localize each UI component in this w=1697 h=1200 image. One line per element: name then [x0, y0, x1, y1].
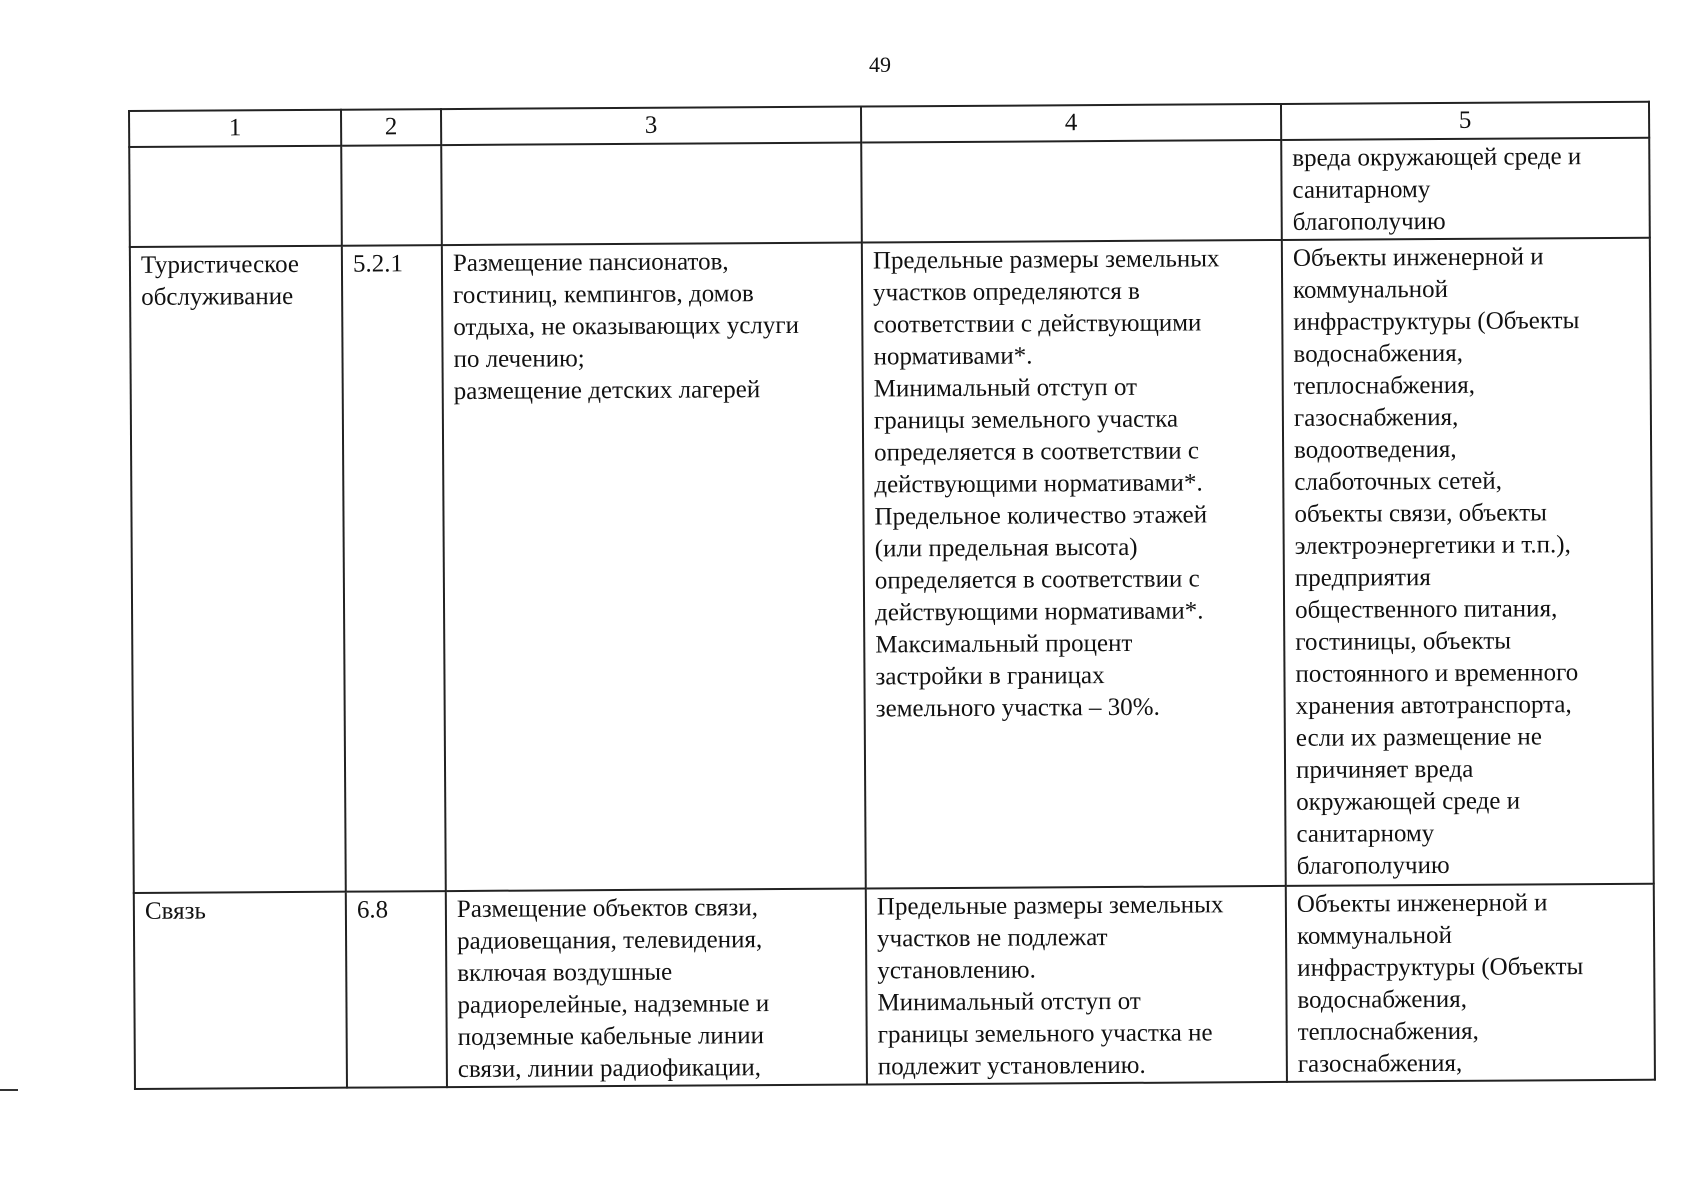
cell-text-line: Объекты инженерной и: [1296, 889, 1548, 918]
cell-text-line: санитарному: [1296, 820, 1435, 848]
column-header-4: 4: [861, 104, 1281, 143]
column-header-3: 3: [441, 107, 861, 146]
cell-use-name: [134, 892, 347, 1089]
cell-auxiliary-uses: [1281, 138, 1650, 240]
cell-text-line: окружающей среде и: [1296, 787, 1521, 816]
cell-text-line: слаботочных сетей,: [1294, 467, 1503, 496]
cell-text-line: если их размещение не: [1295, 723, 1542, 752]
cell-text-line: отдыха, не оказывающих услуги: [453, 311, 800, 342]
cell-text-line: теплоснабжения,: [1297, 1017, 1479, 1046]
cell-text-line: водоснабжения,: [1297, 985, 1468, 1014]
cell-text-line: действующими нормативами*.: [874, 469, 1203, 499]
page-number: 49: [869, 52, 891, 77]
cell-text-line: общественного питания,: [1294, 595, 1558, 624]
cell-text-line: (или предельная высота): [874, 533, 1138, 563]
cell-text-line: определяется в соответствии с: [874, 437, 1199, 467]
table-row-communication: [134, 884, 1655, 1089]
cell-text-line: подлежит установлению.: [877, 1051, 1146, 1081]
cell-text-line: Размещение объектов связи,: [456, 894, 759, 924]
cell-text-line: водоснабжения,: [1293, 339, 1464, 368]
cell-text-line: установлению.: [877, 956, 1036, 985]
cell-text-line: связи, линии радиофикации,: [457, 1054, 762, 1084]
cell-text-line: по лечению;: [453, 345, 585, 374]
cell-text-line: размещение детских лагерей: [453, 376, 761, 406]
cell-text-line: гостиницы, объекты: [1295, 627, 1512, 656]
cell-text-line: постоянного и временного: [1295, 659, 1579, 688]
cell-text-line: радиорелейные, надземные и: [457, 990, 770, 1020]
cell-text-line: газоснабжения,: [1297, 1049, 1463, 1078]
cell-description: [442, 243, 866, 892]
cell-text-line: определяется в соответствии с: [874, 565, 1200, 595]
cell-text-line: 5.2.1: [352, 250, 404, 278]
cell-auxiliary-uses: [1286, 884, 1655, 1082]
cell-parameters: [866, 886, 1287, 1085]
cell-text-line: границы земельного участка: [873, 405, 1179, 435]
table-row-tourism: [130, 238, 1654, 893]
cell-text-line: Предельное количество этажей: [874, 501, 1208, 531]
cell-text-line: электроэнергетики и т.п.),: [1294, 531, 1571, 560]
cell-text-line: обслуживание: [141, 282, 294, 311]
cell-text-line: Предельные размеры земельных: [876, 891, 1224, 921]
cell-text-line: Максимальный процент: [875, 629, 1133, 659]
cell-text-line: вреда окружающей среде и: [1292, 143, 1582, 172]
margin-mark: [0, 1089, 18, 1091]
cell-use-name: [129, 146, 342, 247]
table-row-continued: [129, 138, 1650, 247]
cell-text-line: границы земельного участка не: [877, 1019, 1213, 1049]
cell-text-line: Объекты инженерной и: [1292, 243, 1544, 272]
cell-text-line: водоотведения,: [1294, 435, 1457, 464]
cell-text-line: соответствии с действующими: [873, 309, 1202, 339]
land-use-table: [128, 101, 1656, 1090]
cell-text-line: Туристическое: [140, 250, 300, 279]
cell-text-line: коммунальной: [1296, 921, 1453, 950]
cell-text-line: теплоснабжения,: [1293, 371, 1476, 400]
cell-text-line: радиовещания, телевидения,: [457, 926, 763, 956]
cell-text-line: гостиниц, кемпингов, домов: [453, 280, 754, 310]
cell-description: [441, 143, 862, 246]
cell-text-line: Размещение пансионатов,: [452, 248, 729, 278]
cell-code: [342, 245, 446, 892]
cell-text-line: санитарному: [1292, 176, 1431, 204]
cell-text-line: участков определяются в: [873, 277, 1141, 307]
cell-text-line: земельного участка – 30%.: [875, 693, 1160, 723]
cell-text-line: действующими нормативами*.: [875, 597, 1204, 627]
column-header-2: 2: [341, 109, 441, 146]
cell-text-line: нормативами*.: [873, 342, 1033, 371]
cell-parameters: [861, 140, 1282, 243]
cell-text-line: инфраструктуры (Объекты: [1293, 307, 1580, 336]
cell-text-line: Связь: [144, 897, 206, 925]
cell-text-line: коммунальной: [1293, 275, 1449, 304]
cell-description: [446, 889, 867, 1088]
cell-auxiliary-uses: [1282, 238, 1654, 886]
cell-text-line: 6.8: [356, 896, 389, 924]
cell-text-line: участков не подлежат: [876, 924, 1108, 953]
cell-text-line: Минимальный отступ от: [877, 987, 1141, 1017]
cell-text-line: объекты связи, объекты: [1294, 499, 1547, 528]
cell-text-line: благополучию: [1296, 851, 1450, 880]
cell-text-line: предприятия: [1294, 564, 1431, 592]
column-header-5: 5: [1281, 102, 1649, 140]
cell-text-line: Предельные размеры земельных: [872, 245, 1220, 275]
cell-text-line: подземные кабельные линии: [457, 1022, 764, 1052]
cell-code: [341, 145, 442, 246]
cell-text-line: газоснабжения,: [1293, 403, 1459, 432]
cell-text-line: застройки в границах: [875, 662, 1105, 691]
cell-parameters: [862, 240, 1286, 889]
cell-text-line: хранения автотранспорта,: [1295, 691, 1572, 720]
cell-text-line: причиняет вреда: [1295, 755, 1474, 784]
cell-text-line: благополучию: [1292, 207, 1446, 236]
cell-text-line: включая воздушные: [457, 958, 673, 988]
cell-use-name: [130, 246, 346, 893]
cell-text-line: Минимальный отступ от: [873, 373, 1138, 403]
column-header-1: 1: [129, 110, 341, 147]
cell-text-line: инфраструктуры (Объекты: [1297, 953, 1584, 982]
cell-code: [346, 891, 447, 1088]
